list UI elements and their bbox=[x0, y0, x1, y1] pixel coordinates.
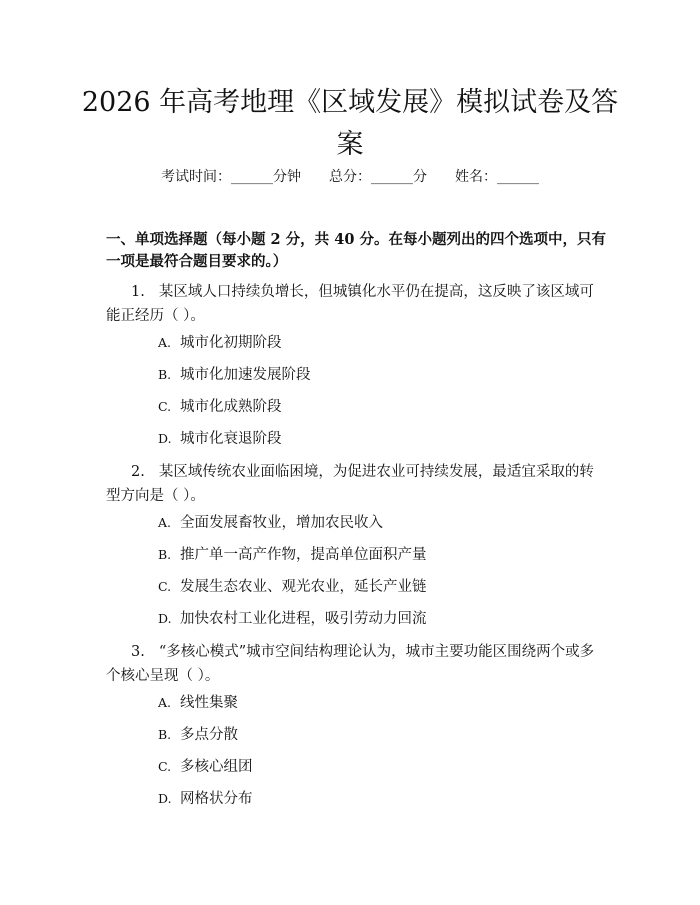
question-2-option-d bbox=[158, 609, 427, 629]
option-text: 发展生态农业、观光农业，延长产业链 bbox=[180, 579, 427, 595]
option-text: 线性集聚 bbox=[180, 695, 238, 711]
question-1-option-c bbox=[158, 397, 282, 417]
option-text: 网格状分布 bbox=[180, 791, 253, 807]
option-letter: A. bbox=[158, 335, 172, 350]
option-letter: A. bbox=[158, 695, 172, 710]
option-text: 城市化衰退阶段 bbox=[180, 431, 282, 447]
option-letter: B. bbox=[158, 727, 172, 742]
question-3-stem bbox=[106, 640, 604, 688]
question-2-number: 2. bbox=[131, 464, 145, 480]
student-name-field: 姓名：______ bbox=[455, 169, 539, 185]
option-letter: C. bbox=[158, 759, 172, 774]
question-3-option-c bbox=[158, 757, 253, 777]
question-2-option-b bbox=[158, 545, 427, 565]
exam-title: 2026 年高考地理《区域发展》模拟试卷及答案 bbox=[81, 87, 619, 160]
option-letter: C. bbox=[158, 399, 172, 414]
option-letter: B. bbox=[158, 547, 172, 562]
question-2-option-c bbox=[158, 577, 427, 597]
question-1-option-b bbox=[158, 365, 311, 385]
question-3-number: 3. bbox=[131, 644, 145, 660]
exam-time-field: 考试时间：______分钟 bbox=[161, 169, 301, 185]
option-letter: D. bbox=[158, 791, 172, 806]
question-3-option-d bbox=[158, 789, 253, 809]
question-1-stem bbox=[106, 280, 604, 328]
question-1-option-a bbox=[158, 333, 282, 353]
option-text: 加快农村工业化进程，吸引劳动力回流 bbox=[180, 611, 427, 627]
option-letter: D. bbox=[158, 431, 172, 446]
option-text: 多点分散 bbox=[180, 727, 238, 743]
option-letter: C. bbox=[158, 579, 172, 594]
total-score-field: 总分：______分 bbox=[329, 169, 427, 185]
option-text: 推广单一高产作物，提高单位面积产量 bbox=[180, 547, 427, 563]
exam-info-line bbox=[0, 167, 700, 187]
question-2-option-a bbox=[158, 513, 383, 533]
question-1-number: 1. bbox=[131, 284, 145, 300]
question-1-text: 某区域人口持续负增长，但城镇化水平仍在提高，这反映了该区域可能正经历（ ）。 bbox=[106, 284, 594, 324]
question-3-option-b bbox=[158, 725, 238, 745]
option-letter: A. bbox=[158, 515, 172, 530]
option-letter: D. bbox=[158, 611, 172, 626]
question-3-option-a bbox=[158, 693, 238, 713]
question-3-text: “多核心模式”城市空间结构理论认为，城市主要功能区围绕两个或多个核心呈现（ ）。 bbox=[106, 644, 595, 684]
question-1-option-d bbox=[158, 429, 282, 449]
question-2-stem bbox=[106, 460, 604, 508]
option-letter: B. bbox=[158, 367, 172, 382]
option-text: 城市化加速发展阶段 bbox=[180, 367, 311, 383]
section-heading-single-choice: 一、单项选择题（每小题 2 分，共 40 分。在每小题列出的四个选项中，只有一项是最符合题目要求的。） bbox=[106, 231, 606, 270]
option-text: 多核心组团 bbox=[180, 759, 253, 775]
option-text: 城市化初期阶段 bbox=[180, 335, 282, 351]
question-2-text: 某区域传统农业面临困境，为促进农业可持续发展，最适宜采取的转型方向是（ ）。 bbox=[106, 464, 594, 504]
option-text: 城市化成熟阶段 bbox=[180, 399, 282, 415]
option-text: 全面发展畜牧业，增加农民收入 bbox=[180, 515, 383, 531]
